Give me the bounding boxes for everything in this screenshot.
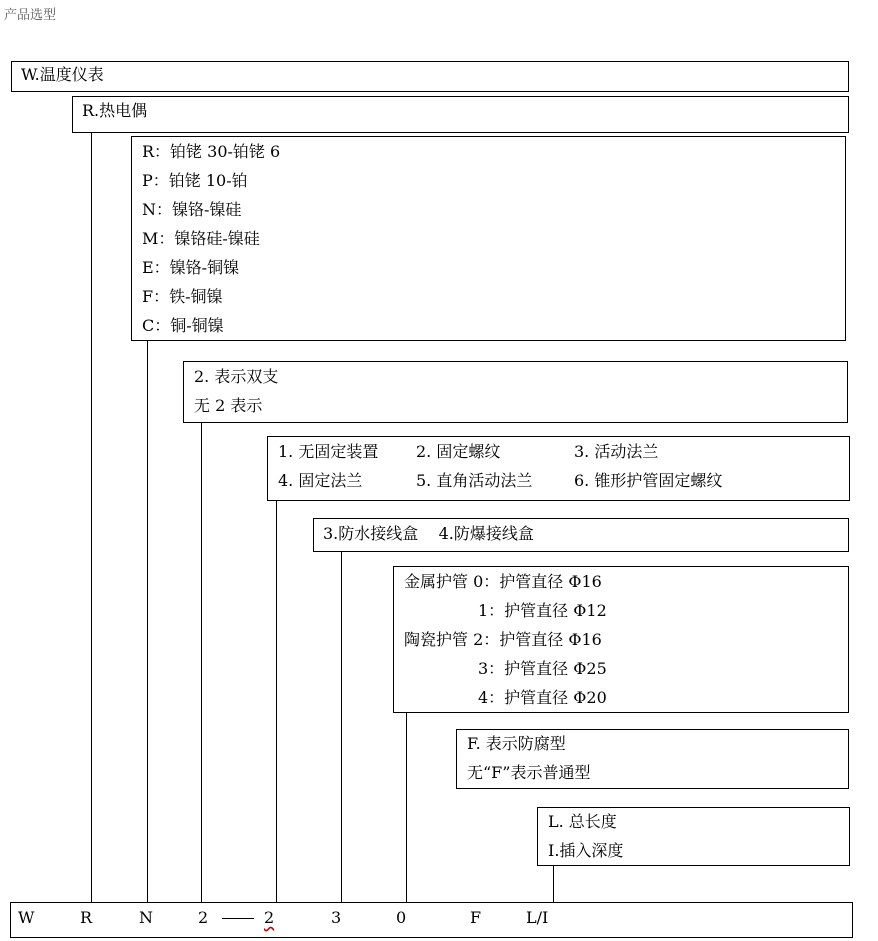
length-line2: I.插入深度 <box>548 841 624 860</box>
code-2b: 2 <box>264 908 275 927</box>
type-m: M：镍铬硅-镍硅 <box>142 229 260 248</box>
connector-3 <box>341 552 342 902</box>
anticorrosion-line1: F. 表示防腐型 <box>467 734 566 753</box>
mounting-opt-3: 3. 活动法兰 <box>574 442 659 461</box>
tube-opt-4: 4：护管直径 Φ20 <box>478 688 607 707</box>
mounting-opt-1: 1. 无固定装置 <box>278 442 379 461</box>
tube-opt-3: 3：护管直径 Φ25 <box>478 659 607 678</box>
tube-opt-2: 陶瓷护管 2：护管直径 Φ16 <box>404 630 602 649</box>
element-count-box <box>183 361 848 423</box>
code-n: N <box>139 908 153 927</box>
junction-box-box <box>313 518 849 552</box>
level-w-label: W.温度仪表 <box>21 65 104 84</box>
anticorrosion-line2: 无“F”表示普通型 <box>467 763 591 782</box>
connector-2b <box>276 501 277 902</box>
length-line1: L. 总长度 <box>548 812 617 831</box>
connector-n <box>147 341 148 902</box>
type-e: E：镍铬-铜镍 <box>142 258 240 277</box>
mounting-opt-4: 4. 固定法兰 <box>278 471 363 490</box>
protection-tube-box <box>393 566 849 713</box>
page-caption: 产品选型 <box>4 8 57 23</box>
type-c: C：铜-铜镍 <box>142 316 224 335</box>
level-w-box <box>11 61 849 92</box>
element-count-line2: 无 2 表示 <box>194 396 263 415</box>
level-r-label: R.热电偶 <box>82 101 148 120</box>
type-p: P：铂铑 10-铂 <box>142 171 248 190</box>
level-r-box <box>72 96 849 133</box>
thermocouple-types-box <box>131 136 846 341</box>
code-dash <box>222 918 254 919</box>
mounting-box <box>267 436 850 501</box>
code-2a: 2 <box>198 908 209 927</box>
tube-opt-1: 1：护管直径 Φ12 <box>478 601 607 620</box>
connector-0 <box>406 713 407 902</box>
code-0: 0 <box>396 908 407 927</box>
type-n: N：镍铬-镍硅 <box>142 200 242 219</box>
code-3: 3 <box>331 908 342 927</box>
mounting-opt-5: 5. 直角活动法兰 <box>416 471 533 490</box>
tube-opt-0: 金属护管 0：护管直径 Φ16 <box>404 572 602 591</box>
mounting-opt-6: 6. 锥形护管固定螺纹 <box>574 471 723 490</box>
code-r: R <box>80 908 93 927</box>
connector-2a <box>201 423 202 902</box>
code-w: W <box>18 908 35 927</box>
anticorrosion-box <box>456 729 849 789</box>
type-r: R：铂铑 30-铂铑 6 <box>142 142 281 161</box>
junction-box-label: 3.防水接线盒 4.防爆接线盒 <box>323 524 534 543</box>
length-box <box>537 807 850 866</box>
mounting-opt-2: 2. 固定螺纹 <box>416 442 501 461</box>
code-li: L/I <box>526 908 549 927</box>
connector-li <box>553 866 554 902</box>
element-count-line1: 2. 表示双支 <box>194 367 279 386</box>
model-code-box <box>10 902 853 938</box>
type-f: F：铁-铜镍 <box>142 287 223 306</box>
code-f: F <box>470 908 482 927</box>
connector-r <box>91 133 92 902</box>
